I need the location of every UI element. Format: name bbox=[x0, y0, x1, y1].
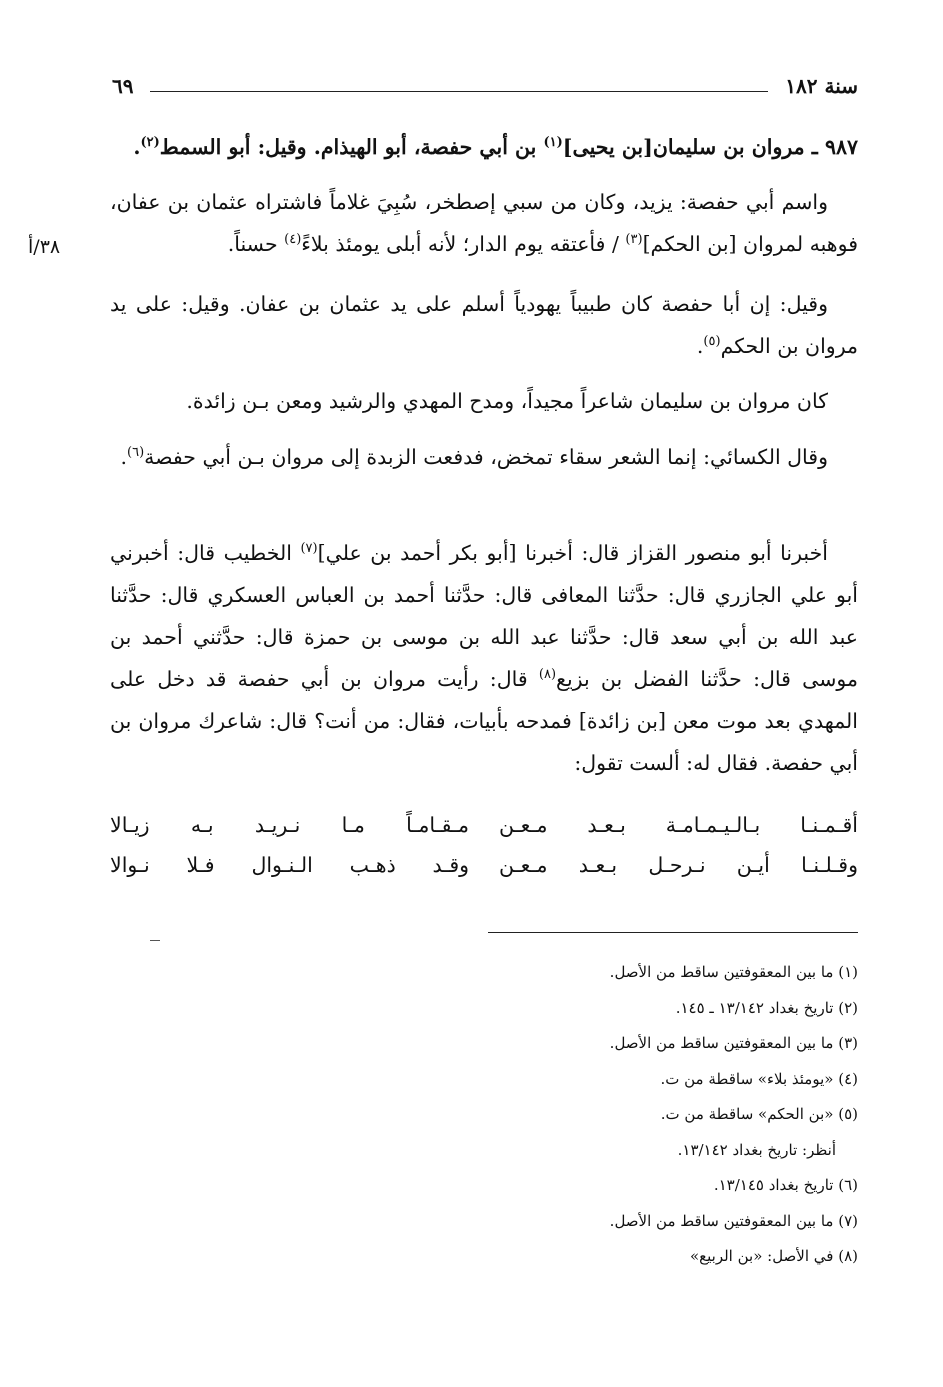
paragraph-3-text: كان مروان بن سليمان شاعراً مجيداً، ومدح المهدي والرشيد ومعن بـن زائدة. bbox=[186, 389, 828, 413]
header-rule bbox=[150, 91, 768, 92]
footnote: (٤) «يومئذ بلاء» ساقطة من ت. bbox=[660, 1069, 858, 1088]
footnote-ref-7: (٧) bbox=[300, 541, 318, 557]
verse-second-hemistich: مـقـامـاً مـا نـريـد بـه زيـالا bbox=[110, 813, 470, 837]
poem-verses bbox=[110, 813, 858, 893]
paragraph-4-text-a: وقال الكسائي: إنما الشعر سقاء تمخض، فدفعت الزبدة إلى مروان بـن أبي حفصة bbox=[144, 445, 828, 469]
paragraph-5 bbox=[110, 532, 858, 784]
running-header-year: سنة ١٨٢ bbox=[785, 74, 858, 98]
paragraph-1 bbox=[110, 181, 858, 265]
footnote: (٥) «بن الحكم» ساقطة من ت. bbox=[660, 1105, 858, 1123]
footnote-ref-4: (٤) bbox=[284, 232, 302, 248]
footnote: (٢) تاريخ بغداد ١٣/١٤٢ ـ ١٤٥. bbox=[675, 998, 858, 1017]
paragraph-5-text-b: الخطيب قال: أخبرني أبو علي الجازري قال: حدَّثنا المعافى قال: حدَّثنا أحمد بن العباس العسكري قال: حدَّثنا عبد الله بن أبي سعد قال: حدَّثنا عبد الله بن موسى بن حمزة قال: حدَّثني أحمد بن موسى قال: حدَّثنا الفضل بن بزيع bbox=[110, 541, 858, 691]
footnote-ref-5: (٥) bbox=[703, 334, 721, 350]
entry-title-end: . bbox=[133, 135, 141, 159]
footnotes bbox=[158, 955, 858, 1275]
verse-second-hemistich: وقـد ذهـب الـنـوال فـلا نـوالا bbox=[110, 853, 470, 877]
print-mark bbox=[150, 940, 160, 941]
paragraph-4-text-b: . bbox=[120, 445, 128, 469]
footnote: (٧) ما بين المعقوفتين ساقط من الأصل. bbox=[609, 1211, 858, 1230]
footnote-ref-3: (٣) bbox=[625, 232, 643, 248]
entry-title-rest: بن أبي حفصة، أبو الهيذام. وقيل: أبو السمط bbox=[159, 135, 544, 159]
footnote: (٨) في الأصل: «بن الربيع» bbox=[689, 1247, 858, 1265]
paragraph-3 bbox=[110, 380, 858, 422]
paragraph-1-text-a: واسم أبي حفصة: يزيد، وكان من سبي إصطخر، سُبِيَ غلاماً فاشتراه عثمان بن عفان، فوهبه لمروان [بن الحكم] bbox=[110, 190, 858, 256]
footnote: أنظر: تاريخ بغداد ١٣/١٤٢. bbox=[677, 1140, 836, 1159]
footnote-ref-8: (٨) bbox=[538, 667, 557, 683]
footnote: (٣) ما بين المعقوفتين ساقط من الأصل. bbox=[609, 1034, 858, 1052]
footnote: (٦) تاريخ بغداد ١٣/١٤٥. bbox=[713, 1176, 858, 1194]
verse-line bbox=[110, 813, 858, 853]
paragraph-4 bbox=[110, 436, 858, 478]
footnote-ref-2: (٢) bbox=[140, 135, 160, 151]
paragraph-2-text-b: . bbox=[696, 334, 704, 358]
page-number: ٦٩ bbox=[112, 74, 134, 98]
footnote-ref-1: (١) bbox=[543, 135, 563, 151]
verse-line bbox=[110, 853, 858, 893]
paragraph-5-text-c: قال: رأيت مروان بن أبي حفصة قد دخل على المهدي بعد موت معن [بن زائدة] فمدحه بأبيات، فقال: من أنت؟ قال: شاعرك مروان بن أبي حفصة. فقال له: ألست تقول: bbox=[110, 667, 858, 775]
paragraph-2 bbox=[110, 283, 858, 367]
verse-first-hemistich: وقـلـنـا أيـن نـرحـل بـعـد مـعـن bbox=[498, 853, 858, 877]
footnote: (١) ما بين المعقوفتين ساقط من الأصل. bbox=[609, 963, 858, 981]
footnote-separator bbox=[488, 932, 858, 933]
paragraph-5-text-a: أخبرنا أبو منصور القزاز قال: أخبرنا [أبو بكر أحمد بن علي] bbox=[317, 541, 828, 565]
paragraph-1-text-b: / فأعتقه يوم الدار؛ لأنه أبلى يومئذ بلاءً bbox=[301, 232, 626, 256]
paragraph-1-text-c: حسناً. bbox=[227, 232, 285, 256]
entry-title: ٩٨٧ ـ مروان بن سليمان[بن يحيى] bbox=[562, 135, 858, 159]
margin-folio-note: ٣٨/أ bbox=[28, 236, 61, 258]
footnote-ref-6: (٦) bbox=[127, 445, 145, 461]
entry-heading bbox=[110, 126, 858, 168]
verse-first-hemistich: أقـمـنـا بـالـيـمـامـة بـعـد مـعـن bbox=[498, 813, 858, 837]
paragraph-2-text-a: وقيل: إن أبا حفصة كان طبيباً يهودياً أسلم على يد عثمان بن عفان. وقيل: على يد مروان بن الحكم bbox=[110, 292, 858, 358]
